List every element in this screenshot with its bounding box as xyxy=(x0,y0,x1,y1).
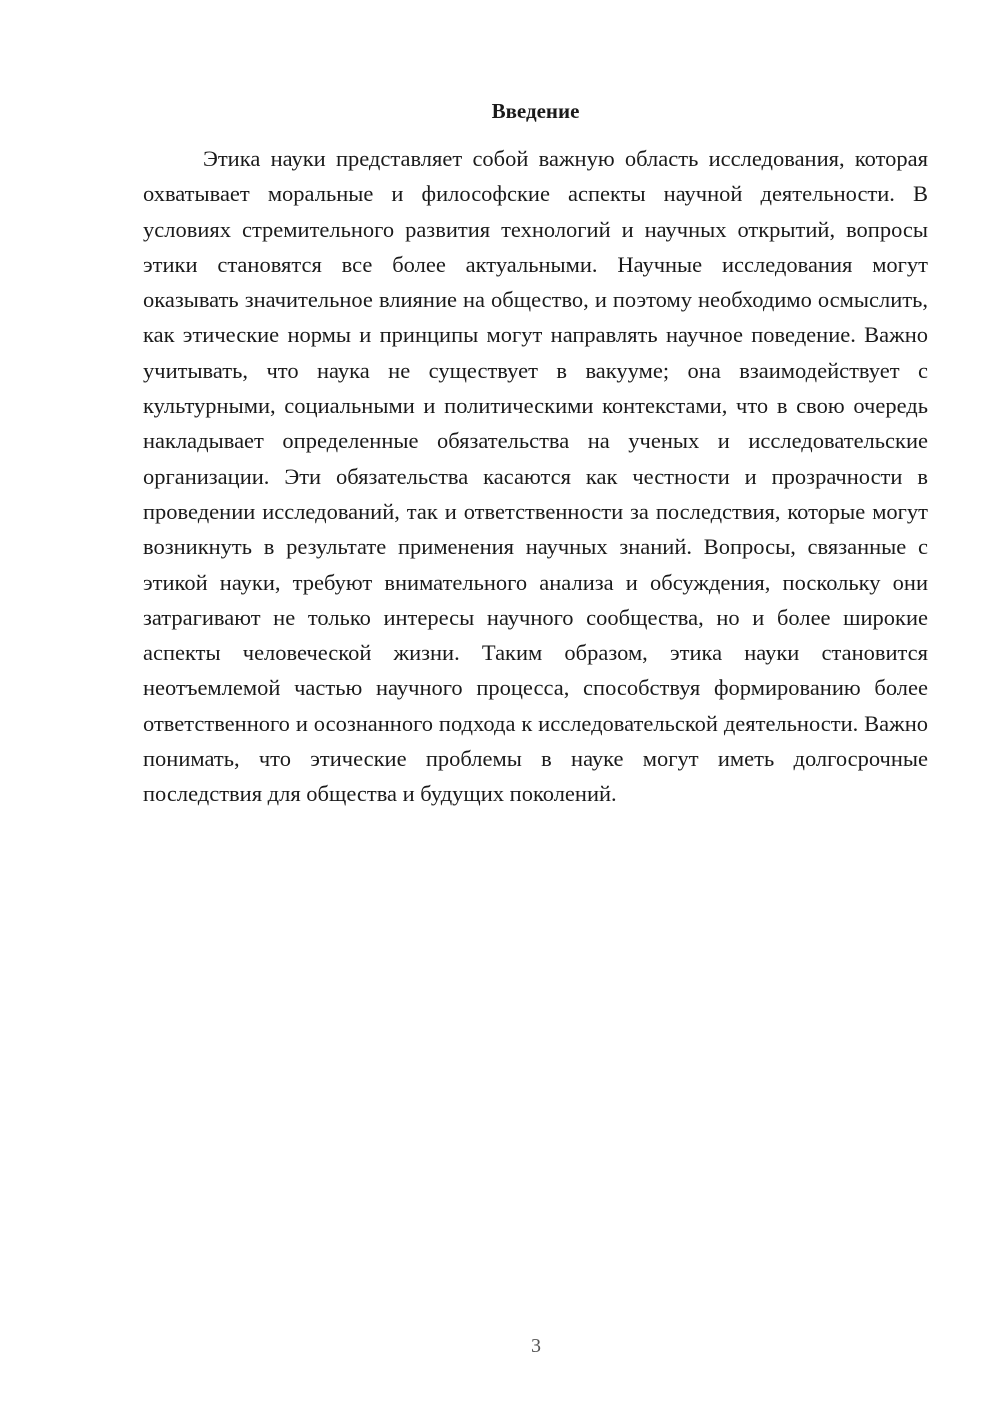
body-paragraph: Этика науки представляет собой важную область исследования, которая охватывает моральные и философские аспекты научной деятельности. В условиях стремительного развития технологий и научных открытий, вопросы этики становятся все более актуальными. Научные исследования могут оказывать значительное влияние на общество, и поэтому необходимо осмыслить, как этические нормы и принципы могут направлять научное поведение. Важно учитывать, что наука не существует в вакууме; она взаимодействует с культурными, социальными и политическими контекстами, что в свою очередь накладывает определенные обязательства на ученых и исследовательские организации. Эти обязательства касаются как честности и прозрачности в проведении исследований, так и ответственности за последствия, которые могут возникнуть в результате применения научных знаний. Вопросы, связанные с этикой науки, требуют внимательного анализа и обсуждения, поскольку они затрагивают не только интересы научного сообщества, но и более широкие аспекты человеческой жизни. Таким образом, этика науки становится неотъемлемой частью научного процесса, способствуя формированию более ответственного и осознанного подхода к исследовательской деятельности. Важно понимать, что этические проблемы в науке могут иметь долгосрочные последствия для общества и будущих поколений. xyxy=(143,146,928,807)
page-number: 3 xyxy=(531,1335,541,1357)
section-heading: Введение xyxy=(491,99,580,123)
